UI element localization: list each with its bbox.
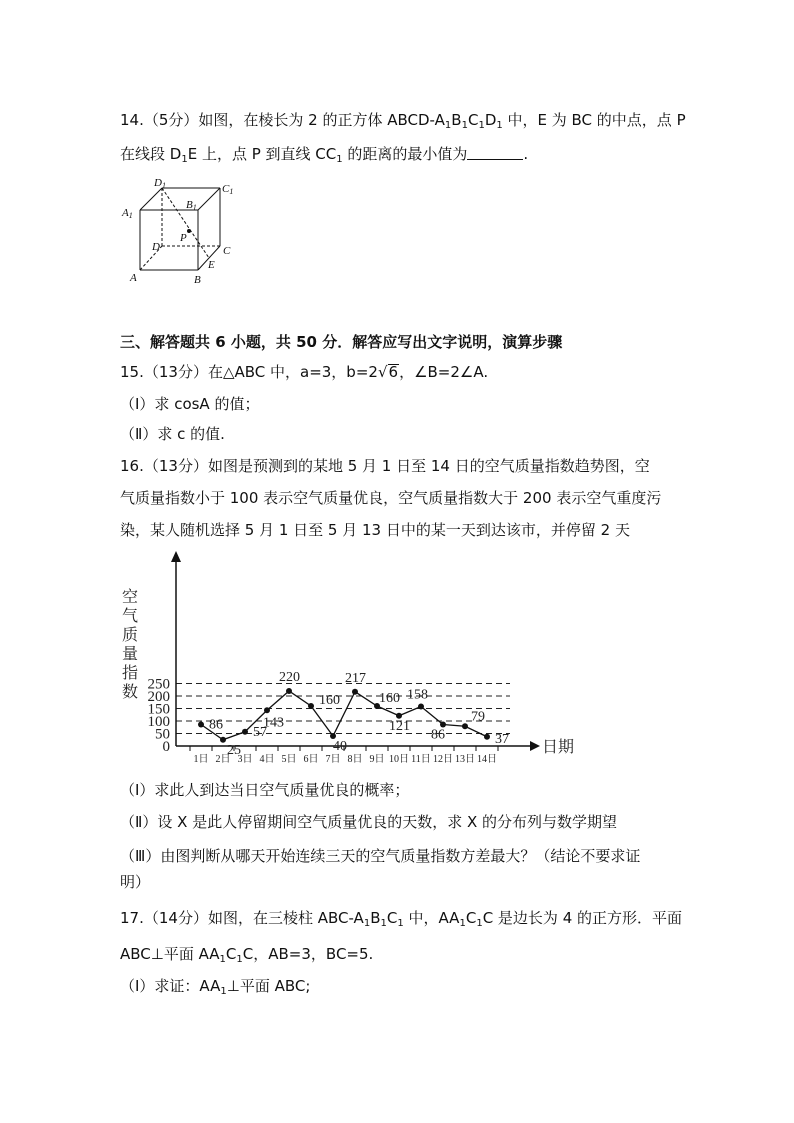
x-axis-title: 日期: [542, 739, 575, 756]
label-P: P: [180, 232, 187, 244]
label-B1: B1: [186, 199, 197, 212]
data-label: 220: [279, 670, 300, 685]
y-axis-title-char: 空: [121, 589, 139, 606]
q16-part-3-cont: 明）: [120, 873, 151, 891]
x-tick-label: 7日: [325, 754, 341, 765]
data-label: 86: [209, 717, 223, 733]
x-tick-label: 6日: [303, 754, 319, 765]
y-axis-title-char: 数: [121, 684, 139, 701]
label-D: D: [152, 241, 160, 253]
label-E: E: [208, 259, 215, 271]
data-label: 121: [389, 718, 410, 734]
q15-line-1: 15.（13分）在△ABC 中，a=3，b=2√6，∠B=2∠A.: [120, 363, 489, 381]
data-label: 40: [333, 739, 347, 754]
data-label: 86: [431, 727, 445, 743]
cube-figure: [118, 176, 248, 288]
data-label: 160: [319, 693, 340, 708]
x-tick-label: 10日: [389, 754, 409, 765]
q14-line-1: 14.（5分）如图，在棱长为 2 的正方体 ABCD-$A_1B_1C_1D_1$ 中，E 为 BC 的中点，点 P: [120, 111, 686, 131]
y-axis-arrow: [171, 551, 181, 562]
label-C1: C1: [222, 183, 234, 196]
q16-line-3: 染，某人随机选择 5 月 1 日至 5 月 13 日中的某一天到达该市，并停留 2 天: [120, 521, 630, 539]
data-label: 25: [227, 742, 241, 758]
data-label: 158: [407, 687, 428, 703]
y-axis-title-char: 质: [121, 627, 139, 644]
q16-part-3: （Ⅲ）由图判断从哪天开始连续三天的空气质量指数方差最大？（结论不要求证: [120, 847, 641, 865]
y-axis-title-char: 指: [121, 665, 139, 682]
y-tick-label: 150: [147, 701, 170, 718]
y-tick-label: 100: [147, 714, 170, 730]
data-point: [286, 688, 292, 694]
q16-part-2: （Ⅱ）设 X 是此人停留期间空气质量优良的天数，求 X 的分布列与数学期望: [120, 813, 618, 831]
data-point: [352, 689, 358, 695]
data-point: [308, 703, 314, 709]
label-C: C: [223, 245, 231, 257]
y-axis-title-char: 量: [121, 646, 139, 663]
data-point: [264, 707, 270, 713]
data-label: 143: [263, 715, 284, 731]
y-tick-label: 50: [155, 726, 170, 743]
data-label: 217: [345, 670, 366, 686]
data-point: [462, 723, 468, 729]
y-axis-title-char: 气: [121, 608, 139, 625]
q17-part-1: （Ⅰ）求证：$AA_1\perp$平面 ABC;: [120, 977, 311, 997]
data-point: [484, 734, 490, 740]
data-point: [242, 729, 248, 735]
q14-line-2: 在线段 $D_1E$ 上，点 P 到直线 $CC_1$ 的距离的最小值为 .: [120, 145, 529, 165]
x-tick-label: 5日: [281, 754, 297, 765]
q15-part-2: （Ⅱ）求 c 的值.: [120, 425, 225, 443]
q16-part-1: （Ⅰ）求此人到达当日空气质量优良的概率；: [120, 781, 410, 799]
answer-blank: [467, 145, 523, 160]
y-tick-label: 0: [162, 739, 170, 755]
data-label: 160: [379, 691, 400, 706]
data-point: [198, 722, 204, 728]
q17-line-1: 17.（14分）如图，在三棱柱 ABC-$A_1B_1C_1$ 中，$AA_1C_1C$ 是边长为 4 的正方形．平面: [120, 909, 683, 929]
x-tick-label: 11日: [411, 754, 431, 765]
label-A1: A1: [122, 207, 133, 220]
y-tick-label: 250: [147, 676, 170, 693]
x-tick-label: 13日: [455, 754, 475, 765]
data-label: 57: [253, 724, 267, 740]
section-3-heading: 三、解答题共 6 小题，共 50 分．解答应写出文字说明，演算步骤: [120, 333, 563, 351]
q16-line-1: 16.（13分）如图是预测到的某地 5 月 1 日至 14 日的空气质量指数趋势图，空: [120, 457, 650, 475]
x-tick-label: 1日: [193, 754, 209, 765]
data-label: 79: [471, 709, 485, 725]
x-tick-label: 3日: [237, 754, 253, 765]
x-tick-label: 4日: [259, 754, 275, 765]
q15-part-1: （Ⅰ）求 cosA 的值；: [120, 395, 260, 413]
q17-line-2: ABC⊥平面 $AA_1C_1C$，AB=3，BC=5.: [120, 945, 374, 965]
label-B: B: [194, 274, 201, 286]
x-axis-arrow: [530, 741, 540, 751]
x-tick-label: 8日: [347, 754, 363, 765]
aqi-line-chart: [110, 548, 580, 774]
data-point: [220, 737, 226, 743]
data-point: [418, 704, 424, 710]
x-tick-label: 2日: [215, 754, 231, 765]
label-A: A: [130, 272, 137, 284]
x-tick-label: 9日: [369, 754, 385, 765]
x-tick-label: 14日: [477, 754, 497, 765]
x-tick-label: 12日: [433, 754, 453, 765]
q16-line-2: 气质量指数小于 100 表示空气质量优良，空气质量指数大于 200 表示空气重度污: [120, 489, 662, 507]
label-D1: D1: [154, 177, 166, 190]
y-tick-label: 200: [147, 689, 170, 705]
data-label: 37: [495, 731, 509, 747]
